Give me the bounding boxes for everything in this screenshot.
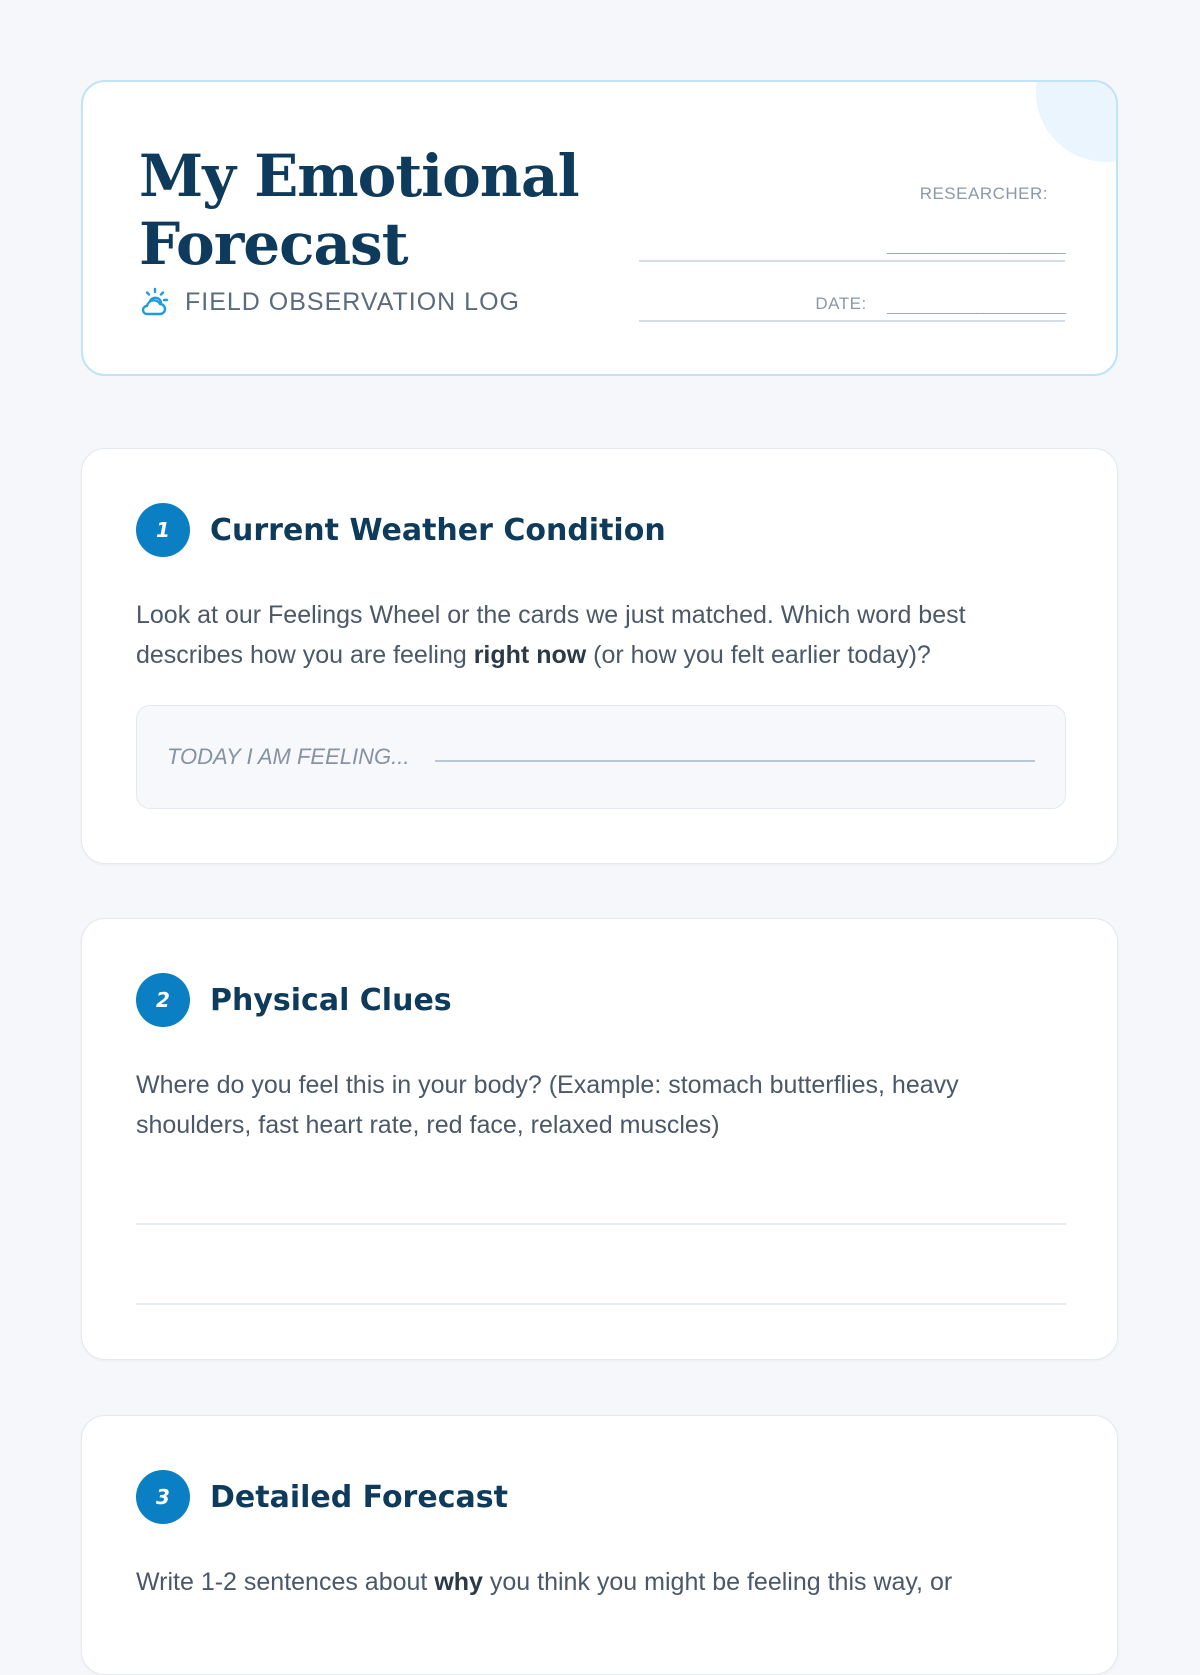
researcher-blank: ________________________ [886,238,1065,254]
prompt-text-start: Write 1-2 sentences about [136,1568,435,1596]
section-title: Detailed Forecast [210,1479,508,1515]
researcher-label: RESEARCHER: [919,184,1048,203]
prompt-text-end: you think you might be feeling this way, or [482,1568,953,1596]
feeling-input-label: TODAY I AM FEELING... [167,744,410,769]
section-title: Current Weather Condition [210,512,666,548]
section-head-1 [136,503,666,557]
prompt-text-start: Look at our Feelings Wheel or the cards we just matched. Which word best describes how you are feeling [136,601,966,669]
section-head-2 [136,973,452,1027]
feeling-write-line[interactable] [435,760,1035,762]
date-field[interactable] [639,290,1065,322]
write-line-1[interactable] [136,1223,1066,1225]
feeling-input-box[interactable] [136,705,1066,809]
researcher-field[interactable] [639,230,1065,262]
header-card [81,80,1118,376]
section-prompt [136,595,1066,675]
date-blank: ________________________ [886,298,1065,314]
title-line-2: Forecast [139,210,408,278]
section-number-badge: 1 [136,503,190,557]
weather-sun-cloud-icon [139,286,171,318]
prompt-text-bold: why [434,1568,483,1596]
section-card-2 [81,918,1118,1360]
section-number-badge: 3 [136,1470,190,1524]
subtitle: FIELD OBSERVATION LOG [185,287,520,316]
corner-decoration [1036,80,1118,162]
write-line-2[interactable] [136,1303,1066,1305]
section-head-3 [136,1470,508,1524]
section-number-badge: 2 [136,973,190,1027]
section-title: Physical Clues [210,982,452,1018]
section-card-1 [81,448,1118,864]
prompt-text-bold: right now [473,641,587,669]
section-prompt [136,1562,1066,1602]
section-prompt: Where do you feel this in your body? (Example: stomach butterflies, heavy shoulders, fast heart rate, red face, relaxed muscles) [136,1071,959,1139]
prompt-text-end: (or how you felt earlier today)? [586,641,931,669]
date-label: DATE: [815,294,867,313]
subtitle-row [139,286,520,318]
page-title [139,142,579,278]
title-line-1: My Emotional [139,142,579,210]
section-card-3 [81,1415,1118,1675]
